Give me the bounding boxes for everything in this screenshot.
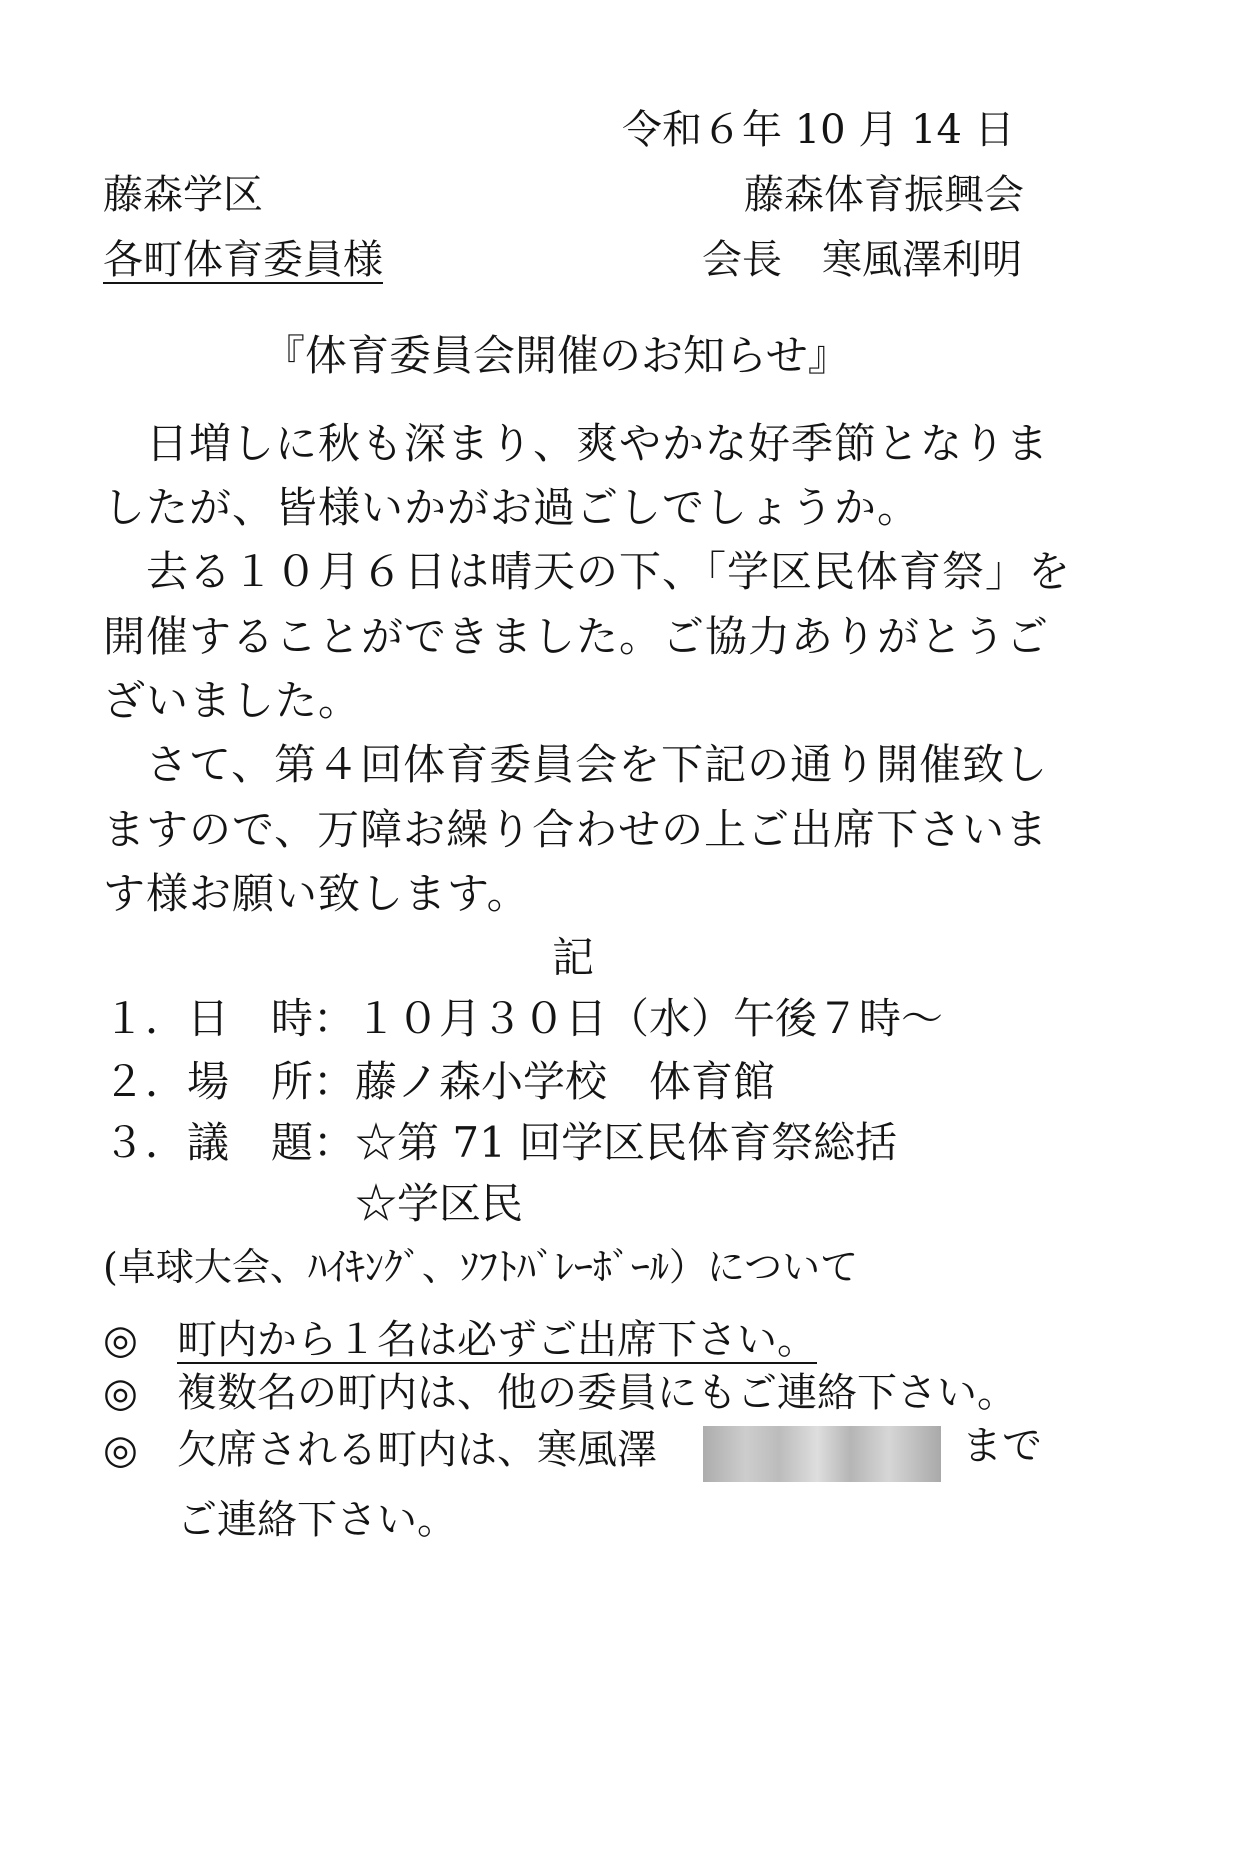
note-absence-contact-cont: ご連絡下さい。 bbox=[177, 1497, 457, 1543]
ki-heading: 記 bbox=[552, 933, 595, 982]
body-line: ざいました。 bbox=[103, 676, 362, 725]
note-multiple-members: 複数名の町内は、他の委員にもご連絡下さい。 bbox=[177, 1370, 1017, 1416]
note-row bbox=[103, 1427, 657, 1473]
body-line: 日増しに秋も深まり、爽やかな好季節となりま bbox=[103, 419, 1050, 468]
note-absence-until: まで bbox=[962, 1423, 1042, 1469]
sender-name: 会長 寒風澤利明 bbox=[702, 237, 1022, 283]
body-line: 開催することができました。ご協力ありがとうご bbox=[103, 612, 1050, 661]
bullseye-mark: ◎ bbox=[103, 1370, 138, 1416]
item-location: ２．場 所：藤ノ森小学校 体育館 bbox=[103, 1057, 776, 1106]
item-date-time: １．日 時：１０月３０日（水）午後７時～ bbox=[103, 994, 944, 1043]
body-line: 去る１０月６日は晴天の下、「学区民体育祭」を bbox=[103, 547, 1072, 596]
sender-organization: 藤森体育振興会 bbox=[744, 172, 1024, 218]
issue-date: 令和６年 10 月 14 日 bbox=[622, 107, 1015, 153]
redacted-contact-info bbox=[703, 1426, 941, 1482]
bullseye-mark: ◎ bbox=[103, 1317, 138, 1363]
agenda-events: (卓球大会、ﾊｲｷﾝｸﾞ、ｿﾌﾄﾊﾞﾚｰﾎﾞｰﾙ）について bbox=[103, 1245, 859, 1289]
note-absence-contact: 欠席される町内は、寒風澤 bbox=[177, 1427, 657, 1473]
recipient: 各町体育委員様 bbox=[103, 237, 383, 283]
body-line: ますので、万障お繰り合わせの上ご出席下さいま bbox=[103, 805, 1049, 854]
note-row bbox=[103, 1317, 817, 1363]
document-title: 『体育委員会開催のお知らせ』 bbox=[263, 331, 850, 380]
note-required-attendance: 町内から１名は必ずご出席下さい。 bbox=[177, 1317, 817, 1363]
body-line: す様お願い致します。 bbox=[103, 869, 530, 918]
recipient-district: 藤森学区 bbox=[103, 172, 263, 218]
note-row bbox=[103, 1370, 1017, 1416]
agenda-sub-item: ☆学区民 bbox=[355, 1179, 524, 1228]
body-line: したが、皆様いかがお過ごしでしょうか。 bbox=[103, 483, 921, 532]
item-agenda: ３．議 題：☆第 71 回学区民体育祭総括 bbox=[103, 1118, 898, 1167]
bullseye-mark: ◎ bbox=[103, 1427, 138, 1473]
body-line: さて、第４回体育委員会を下記の通り開催致し bbox=[103, 740, 1049, 789]
